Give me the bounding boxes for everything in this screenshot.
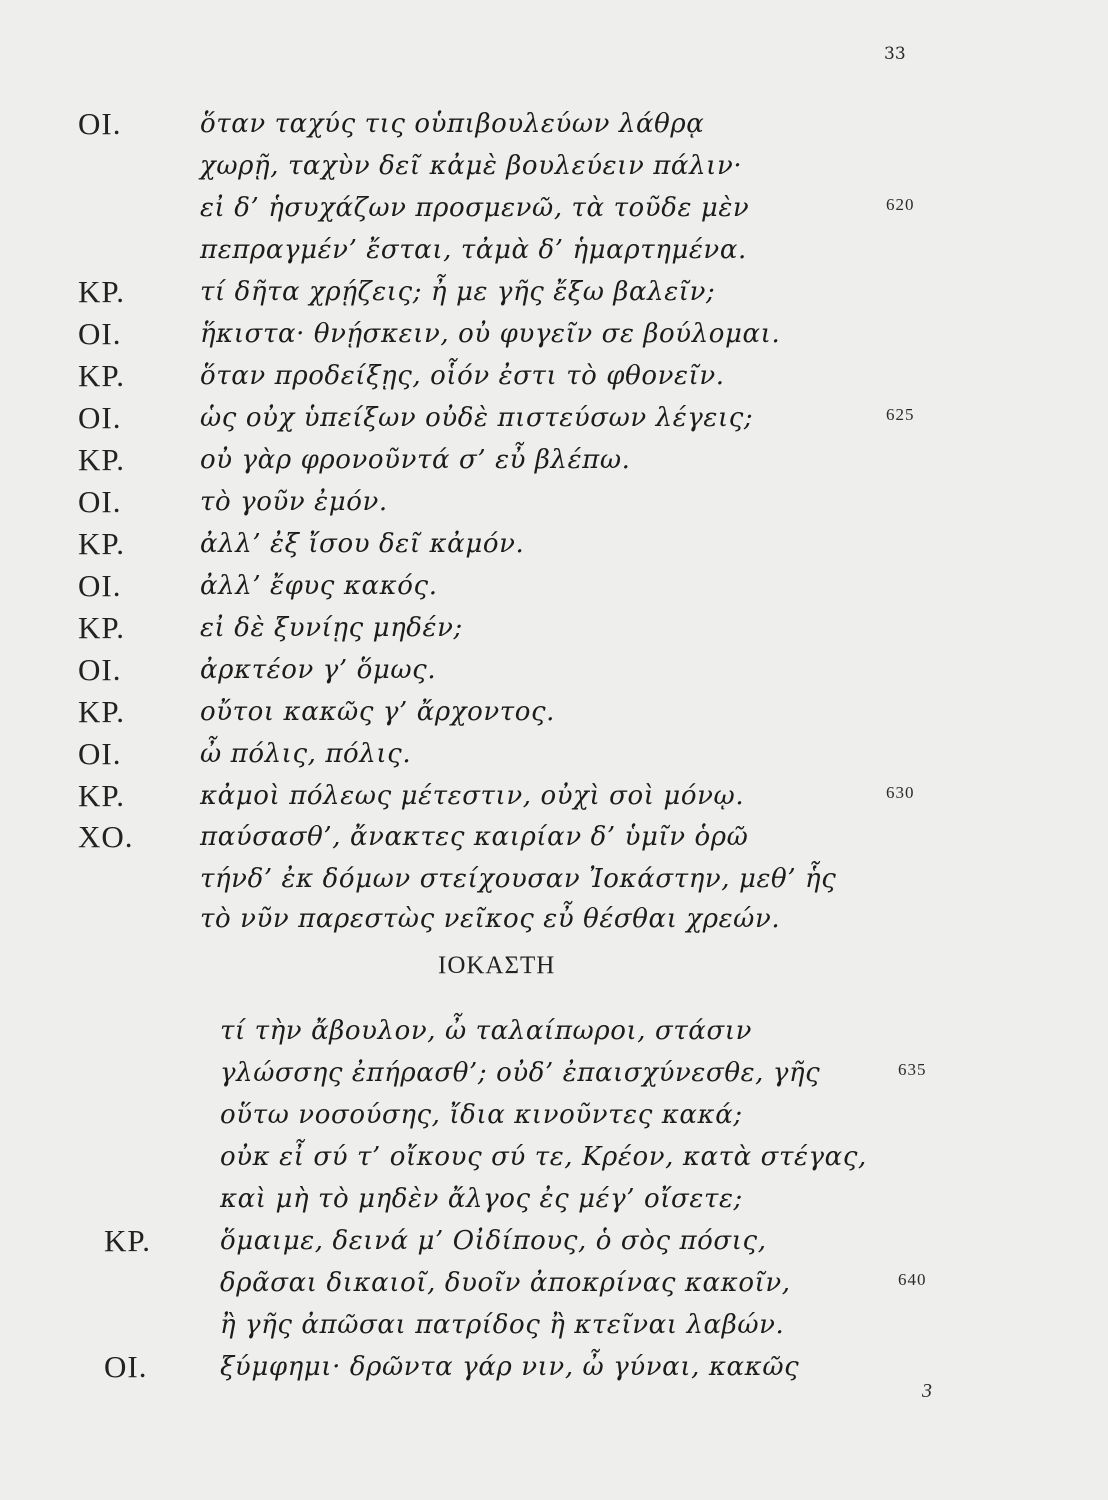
verse-line (0, 651, 1108, 689)
verse-line (0, 147, 1108, 185)
speaker-label: ΚΡ. (78, 358, 125, 393)
verse-text: ἢ γῆς ἀπῶσαι πατρίδος ἢ κτεῖναι λαβών. (220, 1310, 785, 1340)
line-number: 630 (886, 783, 915, 802)
verse-text: τὸ νῦν παρεστὼς νεῖκος εὖ θέσθαι χρεών. (200, 904, 781, 934)
verse-line (0, 1138, 1108, 1176)
verse-text: εἰ δ’ ἡσυχάζων προσμενῶ, τὰ τοῦδε μὲν (200, 193, 750, 223)
speaker-label: ΟΙ. (78, 484, 122, 519)
verse-line (0, 693, 1108, 731)
verse-text: ἀλλ’ ἔφυς κακός. (200, 571, 438, 601)
verse-line (0, 1306, 1108, 1344)
verse-text: ὅταν προδείξῃς, οἷόν ἐστι τὸ φθονεῖν. (200, 361, 725, 391)
page-number: 33 (884, 44, 906, 64)
verse-line (0, 231, 1108, 269)
line-number: 635 (898, 1060, 927, 1079)
verse-line (0, 1054, 1108, 1092)
verse-text: οὐ γὰρ φρονοῦντά σ’ εὖ βλέπω. (200, 445, 631, 475)
speaker-label: ΟΙ. (78, 568, 122, 603)
speaker-label: ΚΡ. (78, 694, 125, 729)
verse-text: ἀρκτέον γ’ ὅμως. (200, 655, 437, 685)
verse-line (0, 273, 1108, 311)
verse-text: γλώσσης ἐπήρασθ’; οὐδ’ ἐπαισχύνεσθε, γῆς (220, 1058, 821, 1088)
speaker-label: ΟΙ. (78, 106, 122, 141)
verse-line (0, 609, 1108, 647)
verse-text: ξύμφημι· δρῶντα γάρ νιν, ὦ γύναι, κακῶς (220, 1352, 800, 1382)
verse-line (0, 483, 1108, 521)
verse-text: τὸ γοῦν ἐμόν. (200, 487, 388, 517)
verse-line (0, 1348, 1108, 1386)
speaker-label: ΚΡ. (78, 442, 125, 477)
verse-line (0, 1180, 1108, 1218)
verse-line (0, 818, 1108, 856)
verse-text: παύσασθ’, ἄνακτες καιρίαν δ’ ὑμῖν ὁρῶ (200, 822, 749, 852)
speaker-label: ΟΙ. (78, 400, 122, 435)
speaker-label: ΚΡ. (104, 1223, 151, 1258)
speaker-label: ΧΟ. (78, 819, 134, 854)
verse-text: δρᾶσαι δικαιοῖ, δυοῖν ἀποκρίνας κακοῖν, (220, 1268, 791, 1298)
verse-text: ὦ πόλις, πόλις. (200, 739, 412, 769)
signature-mark: 3 (922, 1380, 932, 1402)
verse-line (0, 777, 1108, 815)
speaker-label: ΚΡ. (78, 778, 125, 813)
speaker-label: ΟΙ. (78, 736, 122, 771)
line-number: 620 (886, 195, 915, 214)
verse-text: τί δῆτα χρῄζεις; ἦ με γῆς ἔξω βαλεῖν; (200, 277, 716, 307)
speaker-label: ΟΙ. (78, 652, 122, 687)
speaker-label: ΚΡ. (78, 610, 125, 645)
verse-line (0, 735, 1108, 773)
verse-text: τήνδ’ ἐκ δόμων στείχουσαν Ἰοκάστην, μεθ’ ἧς (200, 864, 837, 894)
verse-text: ὡς οὐχ ὑπείξων οὐδὲ πιστεύσων λέγεις; (200, 403, 754, 433)
verse-text: εἰ δὲ ξυνίῃς μηδέν; (200, 613, 463, 643)
verse-line (0, 1222, 1108, 1260)
verse-line (0, 1012, 1108, 1050)
verse-line (0, 441, 1108, 479)
verse-line (0, 315, 1108, 353)
verse-line (0, 1096, 1108, 1134)
verse-line (0, 567, 1108, 605)
verse-text: κἀμοὶ πόλεως μέτεστιν, οὐχὶ σοὶ μόνῳ. (200, 781, 745, 811)
verse-line (0, 860, 1108, 898)
section-heading: ΙΟΚΑΣΤΗ (438, 952, 556, 979)
verse-text: τί τὴν ἄβουλον, ὦ ταλαίπωροι, στάσιν (220, 1016, 753, 1046)
line-number: 640 (898, 1270, 927, 1289)
speaker-label: ΚΡ. (78, 274, 125, 309)
verse-text: οὐκ εἶ σύ τ’ οἴκους σύ τε, Κρέον, κατὰ στέγας, (220, 1142, 867, 1172)
verse-text: οὔτοι κακῶς γ’ ἄρχοντος. (200, 697, 556, 727)
verse-text: οὕτω νοσούσης, ἴδια κινοῦντες κακά; (220, 1100, 743, 1130)
line-number: 625 (886, 405, 915, 424)
speaker-label: ΟΙ. (104, 1349, 148, 1384)
verse-text: καὶ μὴ τὸ μηδὲν ἄλγος ἐς μέγ’ οἴσετε; (220, 1184, 743, 1214)
verse-text: ὅταν ταχύς τις οὑπιβουλεύων λάθρᾳ (200, 109, 705, 139)
verse-text: ὅμαιμε, δεινά μ’ Οἰδίπους, ὁ σὸς πόσις, (220, 1226, 767, 1256)
verse-text: χωρῇ, ταχὺν δεῖ κἀμὲ βουλεύειν πάλιν· (200, 151, 743, 181)
verse-text: ἀλλ’ ἐξ ἴσου δεῖ κἀμόν. (200, 529, 525, 559)
verse-line (0, 399, 1108, 437)
verse-text: ἥκιστα· θνῄσκειν, οὐ φυγεῖν σε βούλομαι. (200, 319, 781, 349)
verse-line (0, 525, 1108, 563)
verse-text: πεπραγμέν’ ἔσται, τἀμὰ δ’ ἡμαρτημένα. (200, 235, 747, 265)
speaker-label: ΟΙ. (78, 316, 122, 351)
verse-line (0, 189, 1108, 227)
verse-line (0, 900, 1108, 938)
verse-line (0, 105, 1108, 143)
speaker-label: ΚΡ. (78, 526, 125, 561)
verse-line (0, 357, 1108, 395)
verse-line (0, 1264, 1108, 1302)
